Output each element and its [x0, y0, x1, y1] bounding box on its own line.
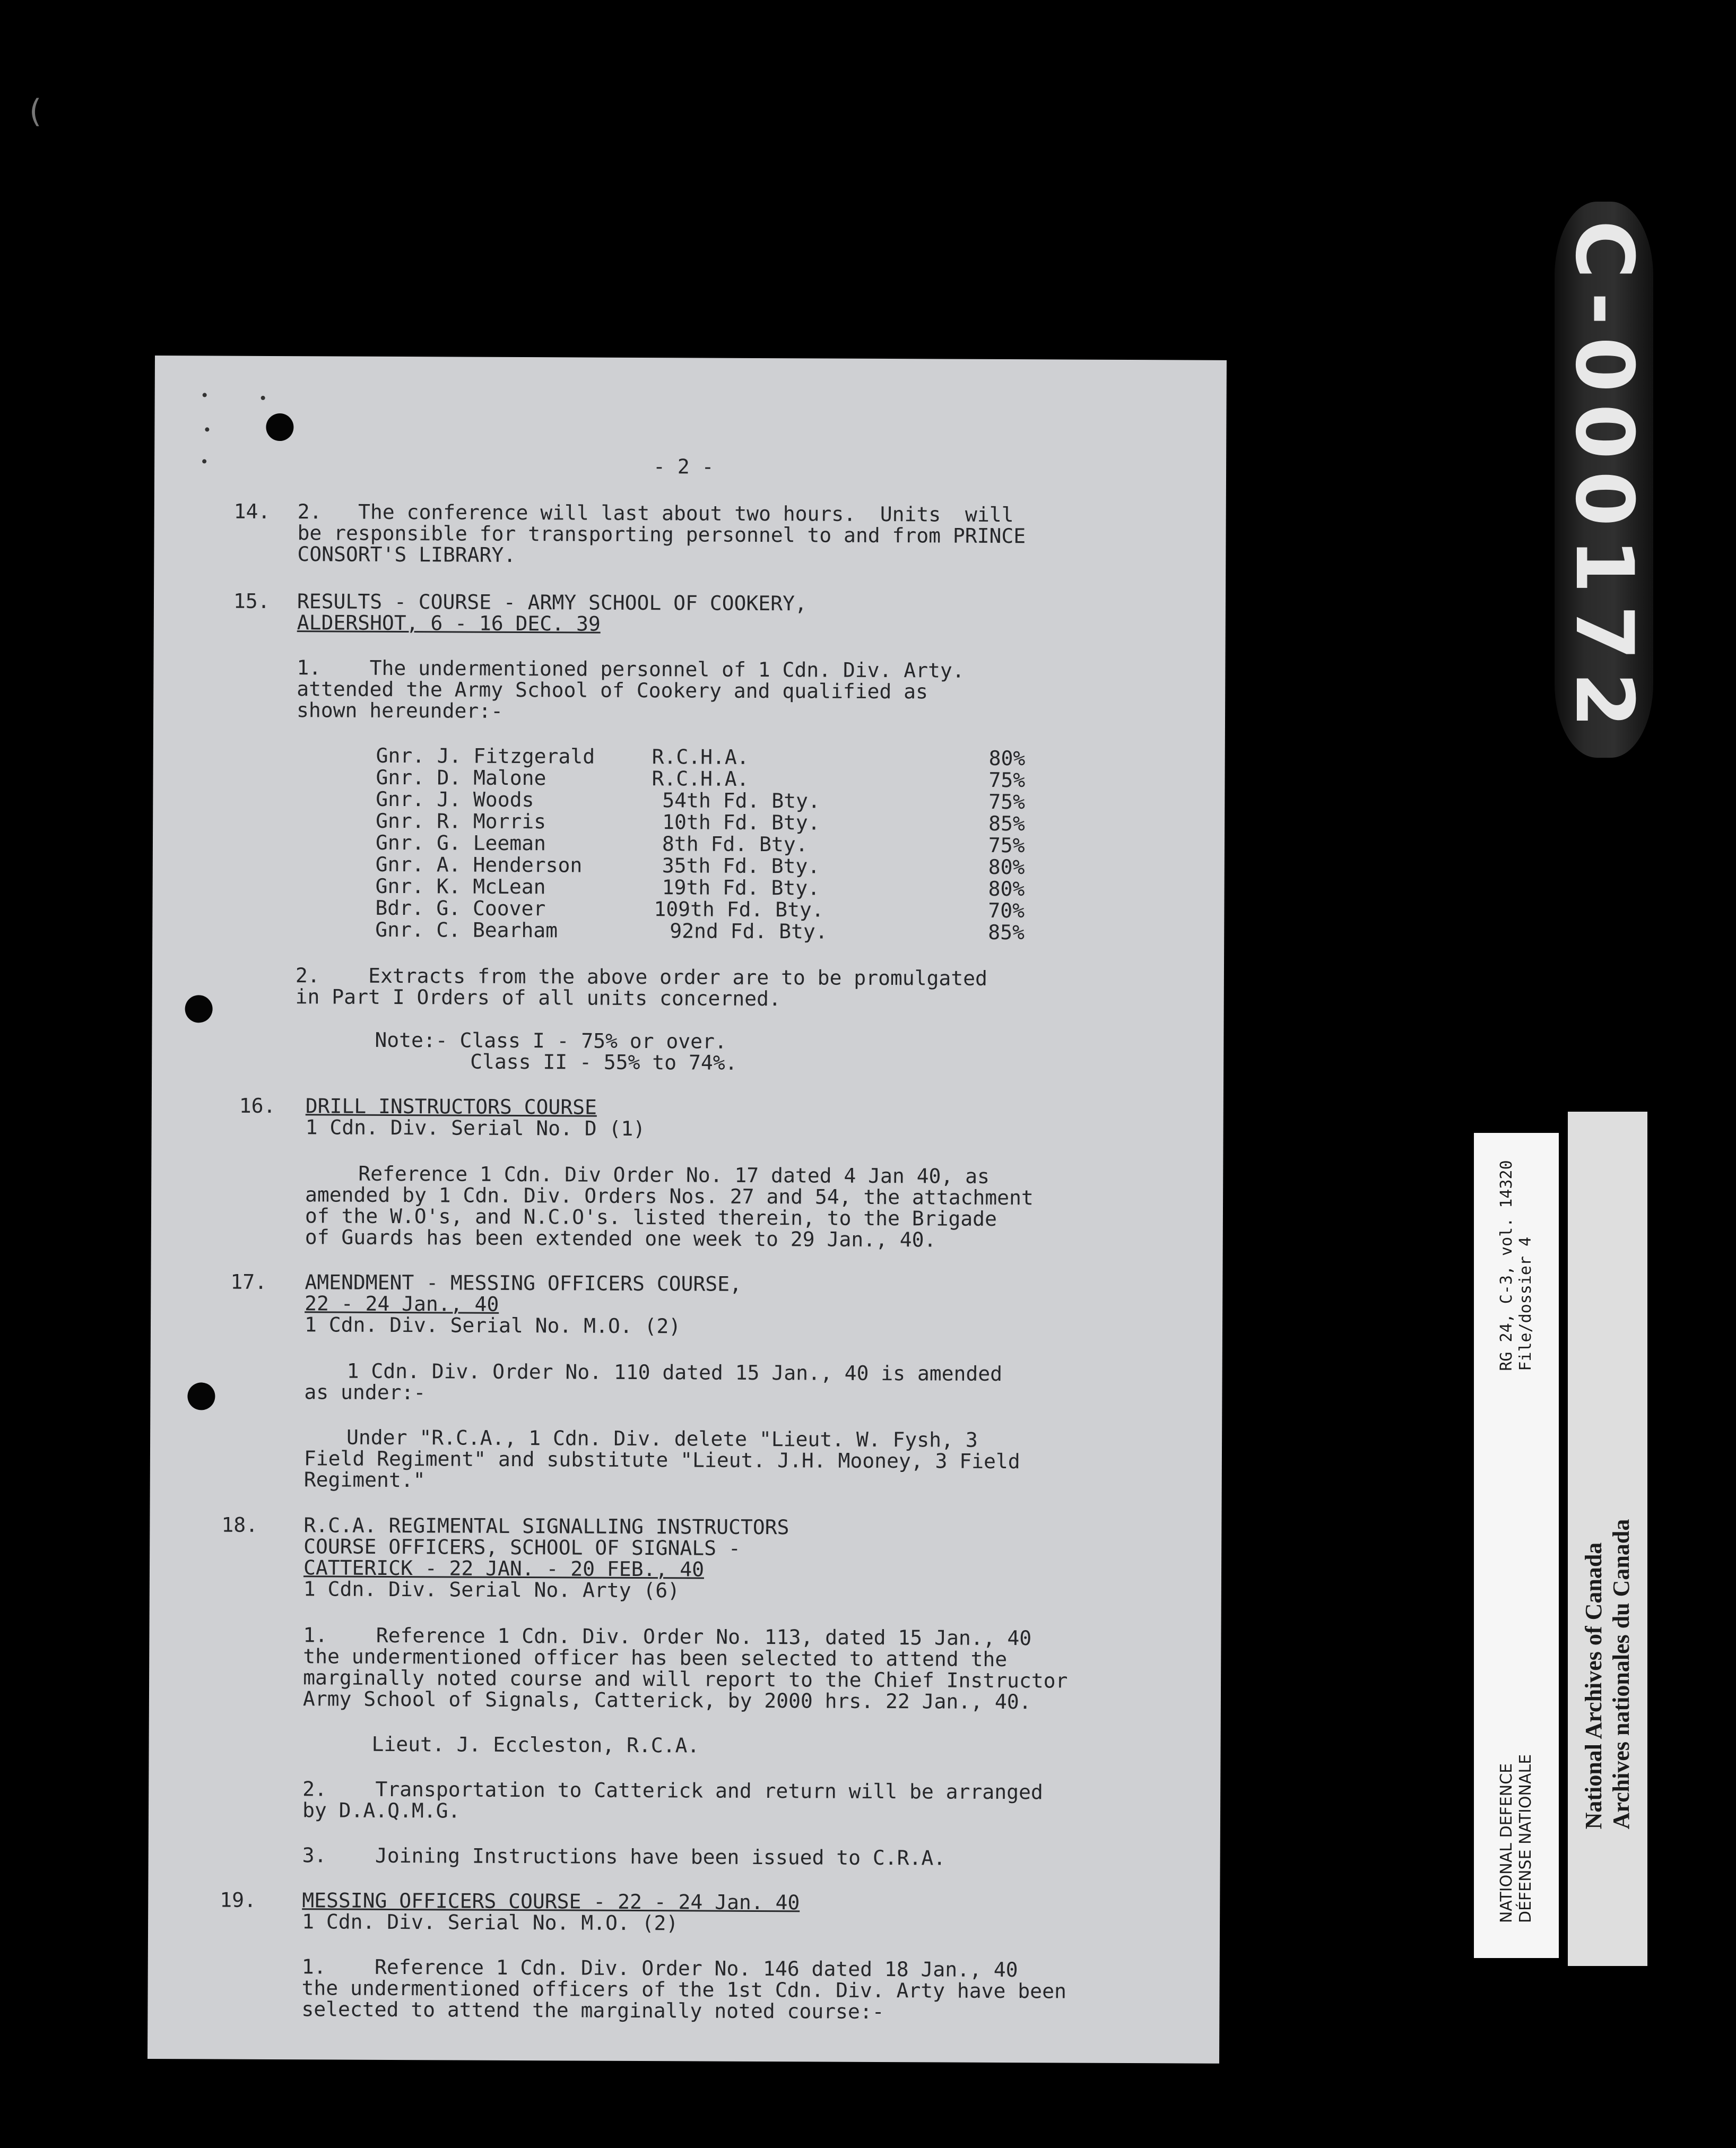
paragraph-line: Reference 1 Cdn. Div Order No. 17 dated 4 Jan 40, as — [358, 1162, 990, 1188]
paragraph-line: Army School of Signals, Catterick, by 2000 hrs. 22 Jan., 40. — [302, 1687, 1031, 1714]
paragraph-line: of the W.O's, and N.C.O's. listed therein, to the Brigade — [305, 1204, 997, 1231]
national-defence-stamp — [1497, 1754, 1535, 1923]
item-number: 15. — [233, 589, 270, 613]
paragraph-line: 1. Reference 1 Cdn. Div. Order No. 113, dated 15 Jan., 40 — [303, 1623, 1032, 1650]
scan-artifact: ( — [29, 93, 42, 130]
score: 75% — [988, 768, 1026, 792]
score: 70% — [988, 898, 1025, 923]
item-heading: 22 - 24 Jan., 40 — [305, 1292, 499, 1316]
paragraph-line: be responsible for transporting personnel to and from PRINCE — [297, 521, 1026, 548]
archive-reference — [1497, 1160, 1535, 1371]
rank: Gnr. — [376, 809, 424, 833]
page-number: - 2 - — [653, 455, 714, 479]
item-number: 18. — [221, 1513, 258, 1537]
page-mark — [202, 459, 206, 463]
paragraph-line: 1. The undermentioned personnel of 1 Cdn. Div. Arty. — [297, 656, 965, 682]
score: 80% — [988, 877, 1025, 901]
name: R. Morris — [437, 809, 546, 834]
name: J. Woods — [437, 787, 534, 812]
paragraph-line: 1 Cdn. Div. Order No. 110 dated 15 Jan., 40 is amended — [346, 1359, 1003, 1385]
paragraph-line: CONSORT'S LIBRARY. — [297, 542, 516, 567]
paragraph-line: attended the Army School of Cookery and qualified as — [297, 677, 928, 704]
paragraph-line: selected to attend the marginally noted course:- — [301, 1997, 884, 2024]
reference-line-1: RG 24, C-3, vol. 14320 — [1497, 1160, 1516, 1371]
page-mark — [205, 427, 209, 431]
microfilm-frame-number — [1555, 202, 1653, 758]
unit: 8th Fd. Bty. — [662, 832, 808, 856]
punch-hole — [266, 413, 293, 441]
item-heading: CATTERICK - 22 JAN. - 20 FEB., 40 — [303, 1556, 705, 1581]
nd-line-2: DÉFENSE NATIONALE — [1516, 1754, 1535, 1924]
nac-line-1: National Archives of Canada — [1581, 1542, 1607, 1830]
paragraph-line: in Part I Orders of all units concerned. — [295, 985, 781, 1011]
paragraph-line: Regiment." — [303, 1468, 426, 1492]
name: A. Henderson — [436, 853, 583, 877]
unit: 54th Fd. Bty. — [662, 789, 820, 813]
serial-line: 1 Cdn. Div. Serial No. Arty (6) — [303, 1577, 680, 1603]
frame-number-text: C-000172 — [1558, 220, 1650, 740]
item-heading: R.C.A. REGIMENTAL SIGNALLING INSTRUCTORS — [303, 1513, 789, 1539]
name: C. Bearham — [436, 918, 558, 942]
item-heading: RESULTS - COURSE - ARMY SCHOOL OF COOKERY, — [297, 590, 807, 616]
rank: Gnr. — [376, 765, 425, 790]
score: 75% — [988, 790, 1026, 814]
paragraph-line: the undermentioned officer has been selected to attend the — [303, 1644, 1008, 1671]
unit: 92nd Fd. Bty. — [670, 919, 828, 943]
score: 75% — [988, 833, 1025, 858]
paragraph-line: by D.A.Q.M.G. — [302, 1798, 461, 1823]
rank: Gnr. — [376, 787, 424, 811]
archives-canada-text — [1580, 1519, 1635, 1830]
item-heading: ALDERSHOT, 6 - 16 DEC. 39 — [297, 611, 601, 636]
paragraph-line: Under "R.C.A., 1 Cdn. Div. delete "Lieut. W. Fysh, 3 — [346, 1425, 978, 1452]
item-heading: COURSE OFFICERS, SCHOOL OF SIGNALS - — [303, 1535, 741, 1560]
punch-hole — [185, 995, 213, 1023]
paragraph-line: 3. Joining Instructions have been issued to C.R.A. — [302, 1843, 946, 1870]
nac-line-2: Archives nationales du Canada — [1608, 1519, 1634, 1830]
document-text — [155, 356, 1227, 2024]
archive-reference-label — [1474, 1133, 1559, 1958]
unit: 10th Fd. Bty. — [662, 810, 820, 835]
page-mark — [203, 393, 207, 397]
score: 85% — [988, 811, 1025, 836]
name: G. Coover — [436, 896, 546, 921]
item-number: 19. — [220, 1888, 257, 1912]
item-heading: AMENDMENT - MESSING OFFICERS COURSE, — [305, 1270, 742, 1296]
note-line: Note:- Class I - 75% or over. — [375, 1028, 727, 1053]
paragraph-line: amended by 1 Cdn. Div. Orders Nos. 27 and 54, the attachment — [305, 1183, 1034, 1210]
item-heading: DRILL INSTRUCTORS COURSE — [305, 1094, 597, 1119]
page-mark — [261, 396, 265, 400]
item-number: 14. — [233, 499, 271, 523]
officer-line: Lieut. J. Eccleston, R.C.A. — [371, 1732, 700, 1757]
rank: Gnr. — [375, 917, 424, 942]
paragraph-line: the undermentioned officers of the 1st Cdn. Div. Arty have been — [301, 1976, 1066, 2003]
rank: Gnr. — [375, 830, 424, 855]
document-sheet — [147, 356, 1227, 2064]
unit: 19th Fd. Bty. — [662, 876, 820, 900]
paragraph-line: as under:- — [304, 1380, 426, 1405]
paragraph-line: shown hereunder:- — [296, 698, 504, 723]
punch-hole — [187, 1382, 215, 1410]
paragraph-line: Field Regiment" and substitute "Lieut. J.H. Mooney, 3 Field — [303, 1447, 1020, 1474]
name: D. Malone — [437, 766, 546, 790]
item-heading: MESSING OFFICERS COURSE - 22 - 24 Jan. 40 — [302, 1889, 800, 1915]
unit: R.C.H.A. — [652, 767, 749, 791]
rank: Gnr. — [375, 852, 424, 877]
paragraph-line: 2. Transportation to Catterick and return will be arranged — [302, 1777, 1043, 1804]
rank: Bdr. — [375, 896, 424, 920]
name: J. Fitzgerald — [437, 744, 595, 768]
paragraph-line: of Guards has been extended one week to 29 Jan., 40. — [305, 1225, 936, 1252]
score: 80% — [988, 746, 1026, 770]
serial-line: 1 Cdn. Div. Serial No. M.O. (2) — [302, 1910, 679, 1935]
archives-canada-label — [1568, 1112, 1647, 1966]
paragraph-line: 1. Reference 1 Cdn. Div. Order No. 146 dated 18 Jan., 40 — [301, 1955, 1018, 1982]
paragraph-line: 2. Extracts from the above order are to be promulgated — [295, 964, 988, 990]
serial-line: 1 Cdn. Div. Serial No. M.O. (2) — [304, 1313, 681, 1338]
rank: Gnr. — [375, 874, 424, 898]
serial-line: 1 Cdn. Div. Serial No. D (1) — [305, 1115, 646, 1141]
item-number: 17. — [230, 1270, 267, 1294]
unit: 35th Fd. Bty. — [662, 854, 820, 878]
score: 80% — [988, 855, 1025, 879]
unit: R.C.H.A. — [652, 745, 749, 769]
note-line: Class II - 55% to 74%. — [470, 1050, 737, 1075]
name: G. Leeman — [436, 831, 546, 855]
paragraph-line: marginally noted course and will report to the Chief Instructor — [303, 1666, 1068, 1693]
name: K. McLean — [436, 874, 546, 899]
paragraph-line: 2. The conference will last about two hours. Units will — [297, 500, 1014, 527]
rank: Gnr. — [376, 743, 425, 768]
unit: 109th Fd. Bty. — [654, 897, 824, 922]
score: 85% — [988, 920, 1025, 945]
nd-line-1: NATIONAL DEFENCE — [1497, 1763, 1516, 1924]
item-number: 16. — [239, 1094, 276, 1118]
reference-line-2: File/dossier 4 — [1516, 1236, 1535, 1371]
